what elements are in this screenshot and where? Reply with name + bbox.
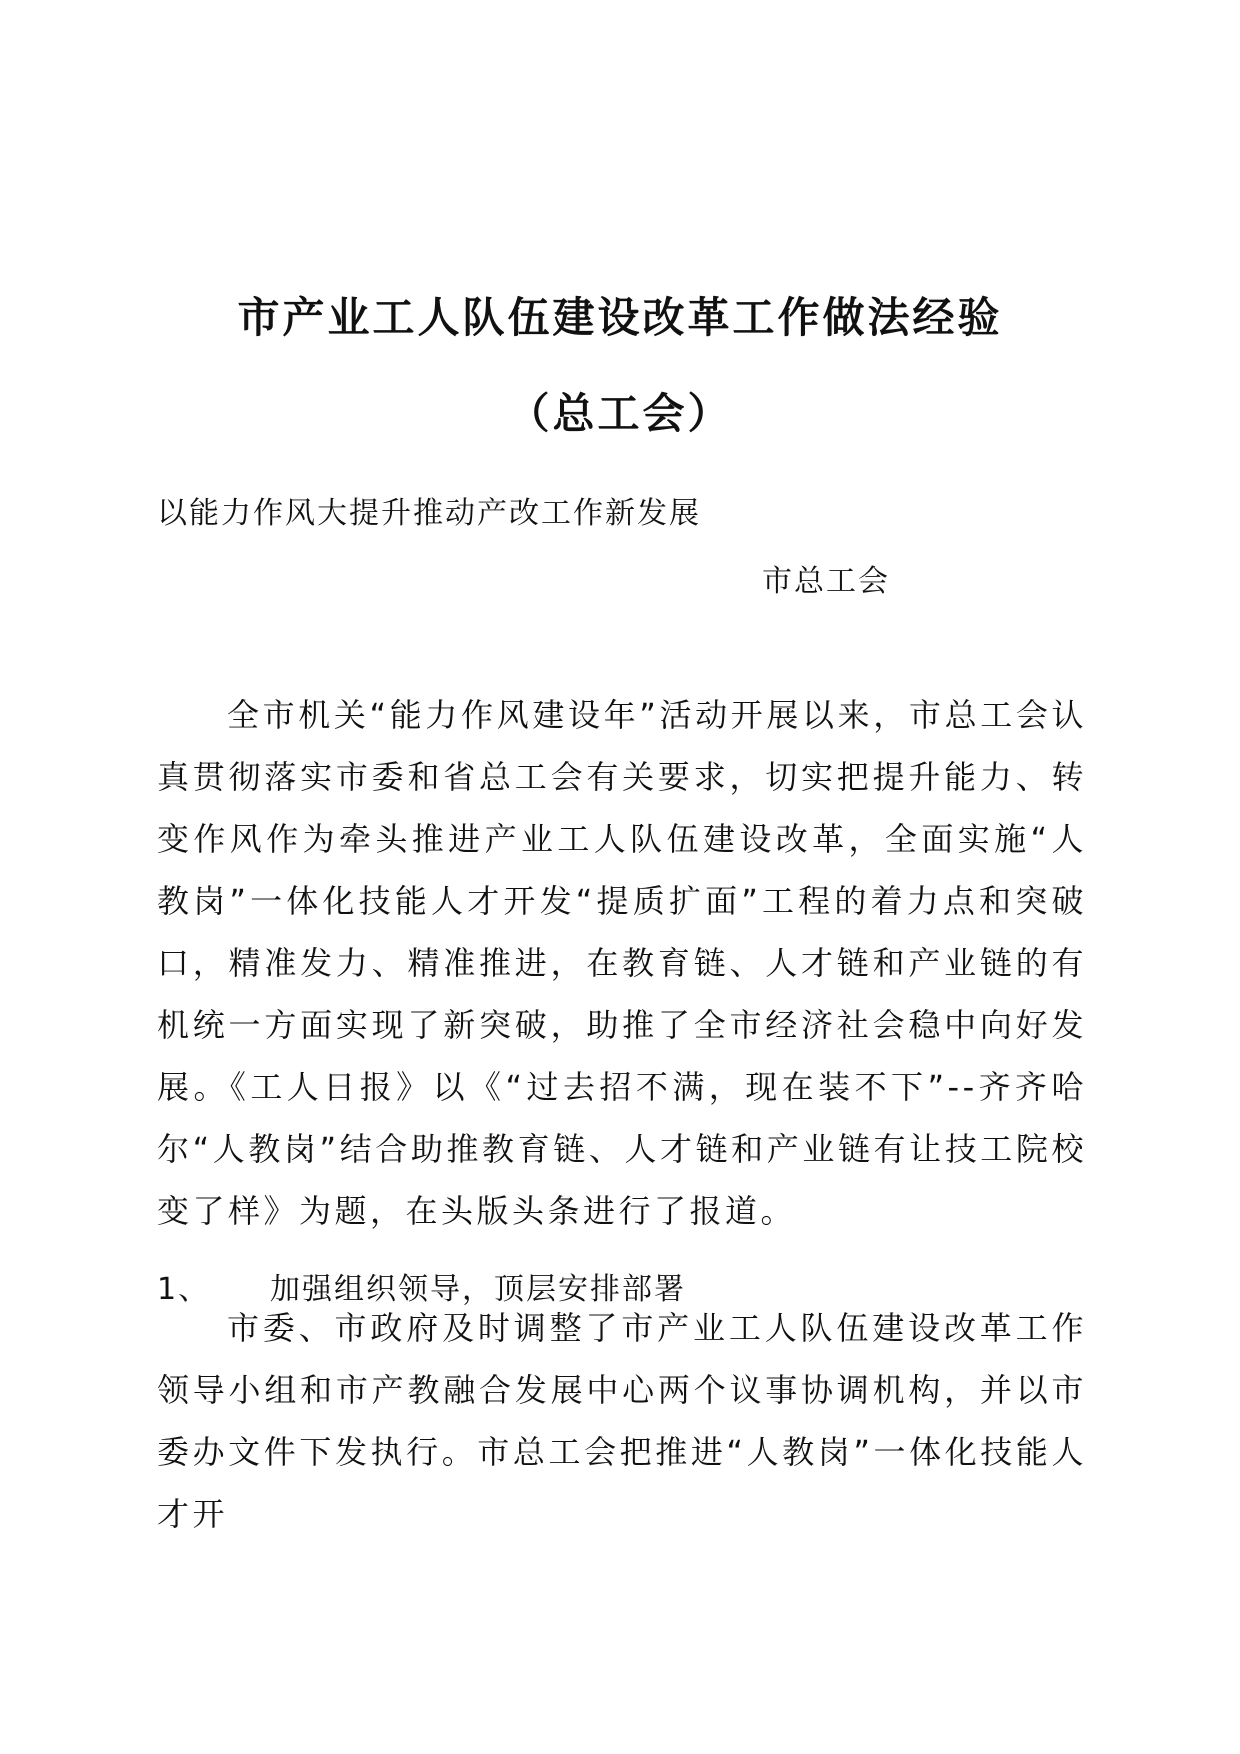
article-author: 市总工会 — [762, 564, 890, 599]
paragraph-intro: 全市机关“能力作风建设年”活动开展以来，市总工会认真贯彻落实市委和省总工会有关要求，切实把提升能力、转变作风作为牵头推进产业工人队伍建设改革，全面实施“人教岗”一体化技能人才开发“提质扩面”工程的着力点和突破口，精准发力、精准推进，在教育链、人才链和产业链的有机统一方面实现了新突破，助推了全市经济社会稳中向好发展。《工人日报》以《“过去招不满，现在装不下”--齐齐哈尔“人教岗”结合助推教育链、人才链和产业链有让技工院校变了样》为题，在头版头条进行了报道。 — [157, 696, 1087, 1230]
section-number: 1、 — [157, 1272, 211, 1307]
document-subtitle: （总工会） — [507, 389, 733, 438]
paragraph-section-1: 市委、市政府及时调整了市产业工人队伍建设改革工作领导小组和市产教融合发展中心两个议事协调机构，并以市委办文件下发执行。市总工会把推进“人教岗”一体化技能人才开 — [157, 1309, 1087, 1533]
section-title: 加强组织领导，顶层安排部署 — [270, 1272, 686, 1307]
document-title: 市产业工人队伍建设改革工作做法经验 — [237, 293, 1003, 342]
article-heading: 以能力作风大提升推动产改工作新发展 — [157, 496, 701, 531]
